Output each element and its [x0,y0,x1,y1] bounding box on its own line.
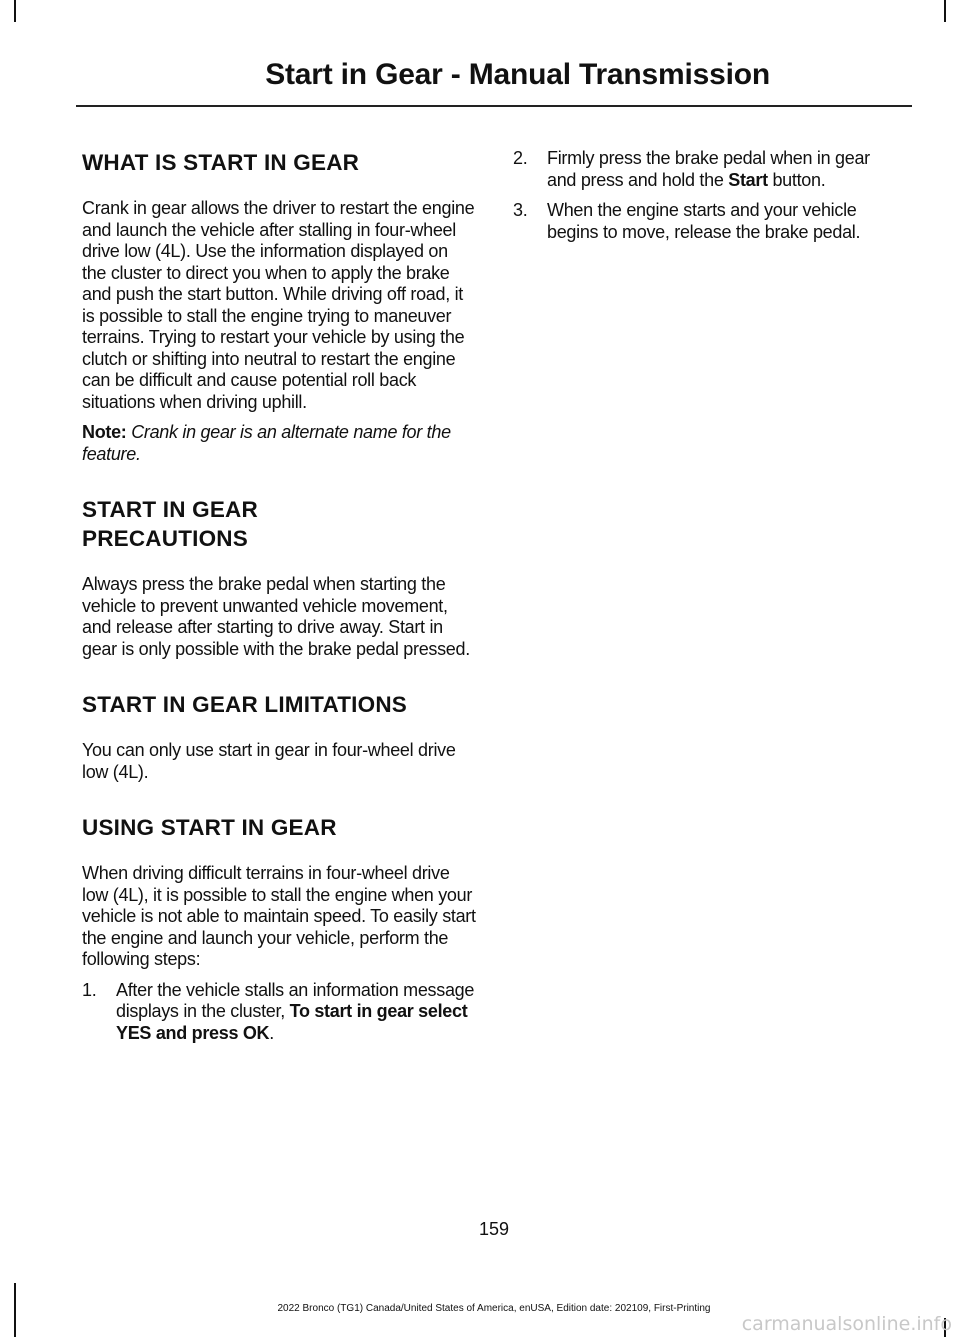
step-text: When the engine starts and your vehicle begins to move, release the brake pedal. [547,200,861,242]
section-heading: WHAT IS START IN GEAR [82,150,360,175]
section-what-is-start-in-gear [82,148,476,465]
list-item [82,980,476,1045]
step-number: 3. [513,200,528,220]
note-label: Note: [82,422,127,442]
step-number: 1. [82,979,97,1000]
section-using [82,813,476,1044]
header-divider [76,105,912,107]
section-heading: START IN GEAR [82,497,258,522]
step-ui-message: To start in gear select YES and press OK [116,1001,468,1043]
crop-mark-top-right [944,0,946,22]
section-heading-line2: PRECAUTIONS [82,526,248,551]
right-column [513,148,898,252]
left-column [82,148,476,1053]
page-footer: 2022 Bronco (TG1) Canada/United States of America, enUSA, Edition date: 202109, First-Printing [277,1303,711,1314]
step-end: button. [772,169,826,190]
note [82,422,476,465]
section-heading: USING START IN GEAR [82,815,337,840]
list-item [513,148,898,191]
section-heading: START IN GEAR LIMITATIONS [82,692,407,717]
section-body: You can only use start in gear in four-wheel drive low (4L). [82,740,456,782]
section-limitations [82,690,476,783]
watermark: carmanualsonline.info [741,1313,952,1335]
steps-list [82,980,476,1045]
crop-mark-top-left [14,0,16,22]
note-text: Crank in gear is an alternate name for the feature. [82,422,451,464]
step-text: After the vehicle stalls an information message displays in the cluster, [116,979,475,1021]
page-number: 159 [478,1219,510,1239]
page-header-title: Start in Gear - Manual Transmission [265,58,770,91]
step-text: Firmly press the brake pedal when in gear and press and hold the [547,148,870,190]
step-end: . [269,1022,274,1043]
section-body: Always press the brake pedal when starting the vehicle to prevent unwanted vehicle movement, and release after starting to drive away. Start in gear is only possible with the brake pedal pressed. [82,574,470,659]
steps-list-continued [513,148,898,243]
step-number: 2. [513,148,528,168]
step-ui-button: Start [728,169,768,190]
section-body: When driving difficult terrains in four-wheel drive low (4L), it is possible to stall the engine when your vehicle is not able to maintain speed. To easily start the engine and launch your vehicle, perform the following steps: [82,863,476,969]
section-precautions [82,495,476,660]
section-body: Crank in gear allows the driver to restart the engine and launch the vehicle after stalling in four-wheel drive low (4L). Use the information displayed on the cluster to direct you when to apply the brake and push the start button. While driving off road, it is possible to stall the engine trying to maneuver terrains. Trying to restart your vehicle by using the clutch or shifting into neutral to restart the engine can be difficult and cause potential roll back situations when driving uphill. [82,198,475,412]
list-item [513,200,898,243]
